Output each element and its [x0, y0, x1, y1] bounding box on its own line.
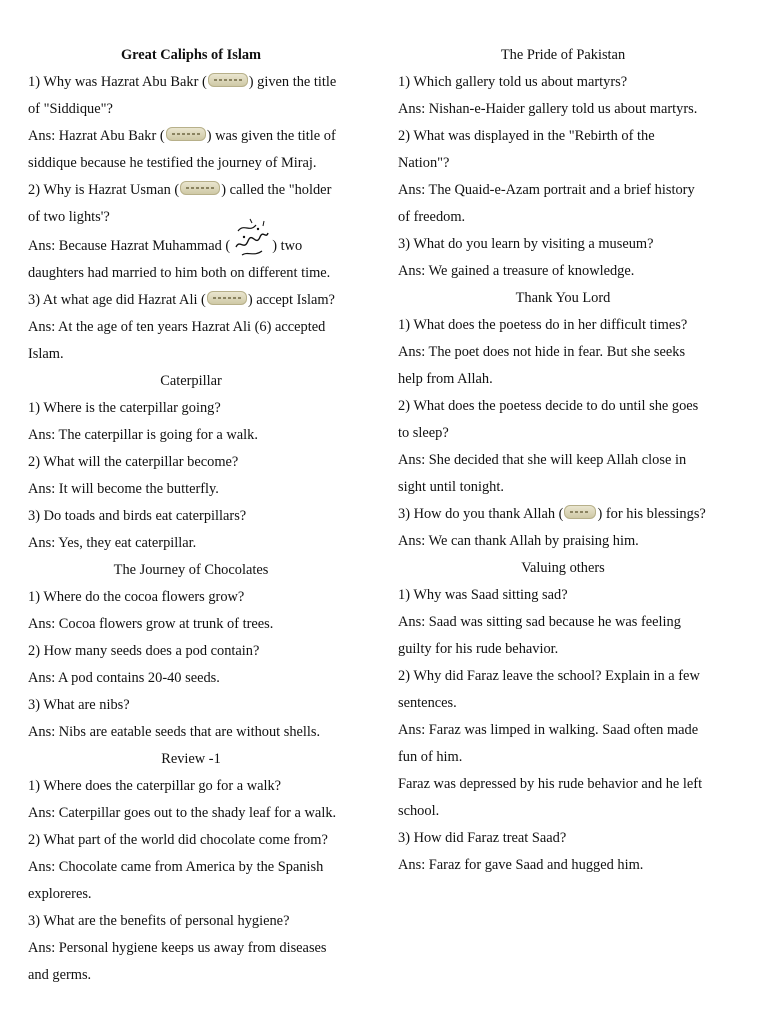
- question-line: 3) What do you learn by visiting a museum?: [398, 236, 654, 252]
- answer-line: Ans: Chocolate came from America by the Spanish: [28, 859, 324, 875]
- question-line: 2) What will the caterpillar become?: [28, 454, 239, 470]
- section-title: Valuing others: [521, 560, 605, 576]
- answer-line: Ans: The caterpillar is going for a walk.: [28, 427, 258, 443]
- answer-line: Ans: Personal hygiene keeps us away from diseases: [28, 940, 327, 956]
- question-line: 3) How do you thank Allah ( ) for his blessings?: [398, 506, 706, 522]
- question-line: 1) Why was Hazrat Abu Bakr ( ) given the title: [28, 74, 337, 90]
- section-valuing-others: [398, 555, 728, 879]
- question-line: 3) How did Faraz treat Saad?: [398, 830, 567, 846]
- question-line: 2) What part of the world did chocolate come from?: [28, 832, 328, 848]
- right-column: [398, 42, 728, 879]
- answer-line: Ans: It will become the butterfly.: [28, 481, 219, 497]
- question-line: 1) What does the poetess do in her difficult times?: [398, 317, 688, 333]
- section-great-caliphs: [28, 42, 354, 368]
- answer-line: exploreres.: [28, 886, 92, 902]
- question-line: 2) What does the poetess decide to do until she goes: [398, 398, 699, 414]
- answer-line: guilty for his rude behavior.: [398, 641, 559, 657]
- question-line: 1) Why was Saad sitting sad?: [398, 587, 568, 603]
- question-line: Nation"?: [398, 155, 450, 171]
- question-line: 2) Why did Faraz leave the school? Explain in a few: [398, 668, 700, 684]
- section-pride-of-pakistan: [398, 42, 728, 285]
- answer-line: fun of him.: [398, 749, 463, 765]
- answer-line: Ans: Caterpillar goes out to the shady leaf for a walk.: [28, 805, 337, 821]
- answer-line: Ans: Nishan-e-Haider gallery told us about martyrs.: [398, 101, 698, 117]
- answer-line: Ans: Because Hazrat Muhammad ( ) two: [28, 231, 354, 260]
- answer-line: Ans: We gained a treasure of knowledge.: [398, 263, 635, 279]
- answer-line: sight until tonight.: [398, 479, 504, 495]
- answer-line: Ans: The Quaid-e-Azam portrait and a brief history: [398, 182, 695, 198]
- honorific-seal-icon: [564, 505, 596, 519]
- answer-line: Ans: Faraz was limped in walking. Saad often made: [398, 722, 699, 738]
- answer-line: Ans: She decided that she will keep Allah close in: [398, 452, 687, 468]
- section-title: The Journey of Chocolates: [113, 562, 269, 578]
- honorific-seal-icon: [166, 127, 206, 141]
- answer-line: Ans: Hazrat Abu Bakr ( ) was given the title of: [28, 128, 336, 144]
- section-title: Great Caliphs of Islam: [120, 47, 262, 63]
- answer-line: school.: [398, 803, 440, 819]
- question-line: of "Siddique"?: [28, 101, 113, 117]
- question-line: 1) Where does the caterpillar go for a walk?: [28, 778, 282, 794]
- answer-line: Faraz was depressed by his rude behavior and he left: [398, 776, 703, 792]
- question-line: 1) Where is the caterpillar going?: [28, 400, 221, 416]
- question-line: 3) What are nibs?: [28, 697, 130, 713]
- section-title: Caterpillar: [160, 373, 222, 389]
- section-title: Review -1: [161, 751, 221, 767]
- answer-line: Ans: A pod contains 20-40 seeds.: [28, 670, 220, 686]
- answer-line: Ans: We can thank Allah by praising him.: [398, 533, 639, 549]
- left-column: [28, 42, 354, 989]
- answer-line: Ans: At the age of ten years Hazrat Ali (6) accepted: [28, 319, 326, 335]
- section-thank-you-lord: [398, 285, 728, 555]
- question-line: 2) Why is Hazrat Usman ( ) called the "holder: [28, 182, 332, 198]
- question-line: 3) Do toads and birds eat caterpillars?: [28, 508, 247, 524]
- answer-line: Ans: Saad was sitting sad because he was feeling: [398, 614, 681, 630]
- answer-line: Ans: Yes, they eat caterpillar.: [28, 535, 197, 551]
- honorific-seal-icon: [180, 181, 220, 195]
- question-line: 2) What was displayed in the "Rebirth of the: [398, 128, 655, 144]
- question-line: 3) What are the benefits of personal hygiene?: [28, 913, 290, 929]
- honorific-seal-icon: [207, 291, 247, 305]
- answer-line: and germs.: [28, 967, 92, 983]
- answer-line: help from Allah.: [398, 371, 493, 387]
- question-line: to sleep?: [398, 425, 449, 441]
- answer-line: Ans: Nibs are eatable seeds that are without shells.: [28, 724, 321, 740]
- answer-line: Islam.: [28, 346, 64, 362]
- answer-line: Ans: The poet does not hide in fear. But she seeks: [398, 344, 686, 360]
- section-review-1: [28, 746, 354, 989]
- answer-line: Ans: Faraz for gave Saad and hugged him.: [398, 857, 644, 873]
- section-title: Thank You Lord: [515, 290, 611, 306]
- question-line: sentences.: [398, 695, 457, 711]
- question-line: 1) Where do the cocoa flowers grow?: [28, 589, 245, 605]
- honorific-seal-icon: [208, 73, 248, 87]
- answer-line: Ans: Cocoa flowers grow at trunk of trees.: [28, 616, 274, 632]
- question-line: 1) Which gallery told us about martyrs?: [398, 74, 628, 90]
- answer-line: siddique because he testified the journey of Miraj.: [28, 155, 317, 171]
- question-line: 2) How many seeds does a pod contain?: [28, 643, 260, 659]
- answer-line: of freedom.: [398, 209, 466, 225]
- question-line: of two lights'?: [28, 209, 110, 225]
- answer-line: daughters had married to him both on different time.: [28, 265, 331, 281]
- pbuh-calligraphy-icon: [230, 231, 272, 258]
- section-caterpillar: [28, 368, 354, 557]
- section-title: The Pride of Pakistan: [500, 47, 626, 63]
- section-journey-of-chocolates: [28, 557, 354, 746]
- question-line: 3) At what age did Hazrat Ali ( ) accept Islam?: [28, 292, 335, 308]
